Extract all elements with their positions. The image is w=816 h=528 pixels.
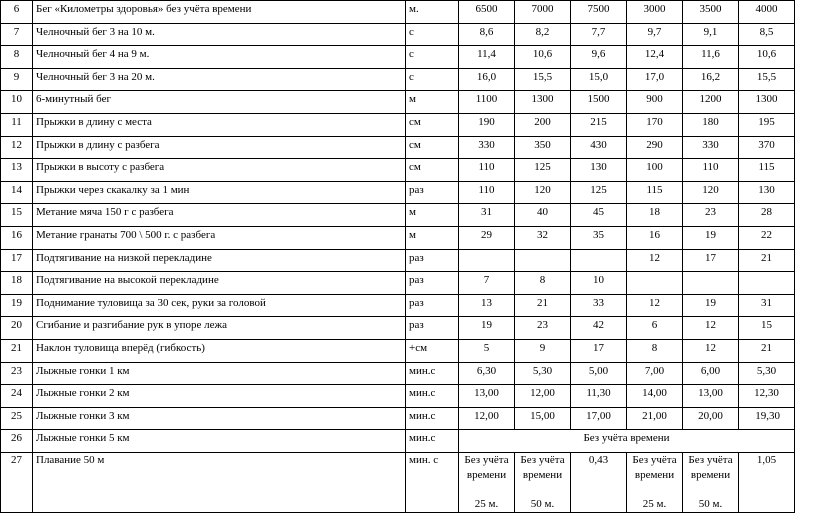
table-row: [1, 294, 795, 317]
value-cell: 12,30: [739, 385, 795, 408]
value-line: Без учёта: [520, 453, 565, 466]
value-cell: [515, 249, 571, 272]
value-cell: 12: [683, 339, 739, 362]
table-row: [1, 136, 795, 159]
value-cell: 19: [459, 317, 515, 340]
value-cell: [683, 452, 739, 512]
row-number: 7: [1, 23, 33, 46]
value-cell: 370: [739, 136, 795, 159]
exercise-name: Подтягивание на низкой перекладине: [33, 249, 406, 272]
exercise-name: Прыжки через скакалку за 1 мин: [33, 181, 406, 204]
value-cell: 130: [571, 159, 627, 182]
row-number: 20: [1, 317, 33, 340]
value-cell: 0,43: [571, 452, 627, 512]
value-cell: [627, 272, 683, 295]
unit-cell: м: [406, 226, 459, 249]
value-line: времени: [466, 468, 507, 481]
value-cell: 14,00: [627, 385, 683, 408]
unit-cell: мин.с: [406, 385, 459, 408]
value-cell: 10,6: [515, 46, 571, 69]
table-row: [1, 226, 795, 249]
row-number: 21: [1, 339, 33, 362]
value-cell: 7: [459, 272, 515, 295]
value-cell: 110: [459, 159, 515, 182]
value-cell: 5: [459, 339, 515, 362]
value-cell: 115: [739, 159, 795, 182]
value-cell: 7000: [515, 1, 571, 24]
value-line: 25 м.: [642, 497, 667, 510]
value-line: времени: [634, 468, 675, 481]
value-cell: 17,00: [571, 407, 627, 430]
value-cell: 115: [627, 181, 683, 204]
table-row: [1, 159, 795, 182]
value-cell: 900: [627, 91, 683, 114]
value-cell: 195: [739, 113, 795, 136]
unit-cell: м: [406, 204, 459, 227]
value-cell: 130: [739, 181, 795, 204]
unit-cell: с: [406, 46, 459, 69]
table-row: [1, 385, 795, 408]
value-cell: [683, 272, 739, 295]
value-cell: 120: [683, 181, 739, 204]
unit-cell: см: [406, 136, 459, 159]
row-number: 16: [1, 226, 33, 249]
value-cell: 17: [571, 339, 627, 362]
row-number: 15: [1, 204, 33, 227]
value-cell: 23: [683, 204, 739, 227]
unit-cell: см: [406, 159, 459, 182]
value-cell: 1100: [459, 91, 515, 114]
row-number: 9: [1, 68, 33, 91]
exercise-name: Плавание 50 м: [33, 452, 406, 512]
value-cell: 6,00: [683, 362, 739, 385]
value-cell: 40: [515, 204, 571, 227]
merged-value-cell: Без учёта времени: [459, 430, 795, 453]
value-cell: [459, 249, 515, 272]
row-number: 18: [1, 272, 33, 295]
value-cell: 11,30: [571, 385, 627, 408]
table-row: [1, 430, 795, 453]
unit-cell: раз: [406, 249, 459, 272]
unit-cell: +см: [406, 339, 459, 362]
value-cell: 5,30: [739, 362, 795, 385]
value-cell: 110: [459, 181, 515, 204]
unit-cell: мин.с: [406, 362, 459, 385]
unit-cell: м.: [406, 1, 459, 24]
table-row: [1, 181, 795, 204]
value-cell: 180: [683, 113, 739, 136]
row-number: 12: [1, 136, 33, 159]
value-cell: 29: [459, 226, 515, 249]
value-cell: 1300: [739, 91, 795, 114]
value-cell: 8,6: [459, 23, 515, 46]
value-cell: 290: [627, 136, 683, 159]
unit-cell: мин.с: [406, 407, 459, 430]
table-row: [1, 362, 795, 385]
value-cell: 430: [571, 136, 627, 159]
unit-cell: раз: [406, 272, 459, 295]
value-cell: 15: [739, 317, 795, 340]
value-cell: 21,00: [627, 407, 683, 430]
value-cell: 100: [627, 159, 683, 182]
row-number: 13: [1, 159, 33, 182]
table-row: [1, 317, 795, 340]
table-row: [1, 339, 795, 362]
unit-cell: с: [406, 23, 459, 46]
row-number: 8: [1, 46, 33, 69]
exercise-name: Челночный бег 4 на 9 м.: [33, 46, 406, 69]
value-cell: 8: [515, 272, 571, 295]
value-line: Без учёта: [464, 453, 509, 466]
value-cell: 15,5: [739, 68, 795, 91]
value-cell: [459, 452, 515, 512]
table-body-tail: [1, 430, 795, 513]
value-line: 50 м.: [530, 497, 555, 510]
exercise-name: Прыжки в длину с разбега: [33, 136, 406, 159]
value-line: 25 м.: [474, 497, 499, 510]
value-cell: 6: [627, 317, 683, 340]
table-row: [1, 249, 795, 272]
value-cell: 12: [627, 294, 683, 317]
exercise-name: 6-минутный бег: [33, 91, 406, 114]
value-cell: 7500: [571, 1, 627, 24]
row-number: 27: [1, 452, 33, 512]
value-line: времени: [522, 468, 563, 481]
value-cell: 9: [515, 339, 571, 362]
unit-cell: раз: [406, 181, 459, 204]
value-cell: 15,5: [515, 68, 571, 91]
value-cell: 330: [459, 136, 515, 159]
exercise-name: Прыжки в длину с места: [33, 113, 406, 136]
value-cell: 10,6: [739, 46, 795, 69]
value-cell: [739, 272, 795, 295]
value-cell: 17: [683, 249, 739, 272]
value-cell: 6,30: [459, 362, 515, 385]
table-row: [1, 113, 795, 136]
unit-cell: м: [406, 91, 459, 114]
value-cell: 31: [739, 294, 795, 317]
value-cell: 15,00: [515, 407, 571, 430]
value-cell: 20,00: [683, 407, 739, 430]
value-cell: 200: [515, 113, 571, 136]
value-line: 50 м.: [698, 497, 723, 510]
value-cell: 28: [739, 204, 795, 227]
value-cell: 1200: [683, 91, 739, 114]
value-cell: 21: [739, 249, 795, 272]
value-cell: 33: [571, 294, 627, 317]
row-number: 17: [1, 249, 33, 272]
value-cell: 170: [627, 113, 683, 136]
unit-cell: мин.с: [406, 430, 459, 453]
table-row: [1, 91, 795, 114]
value-cell: 8,2: [515, 23, 571, 46]
value-cell: 12,00: [515, 385, 571, 408]
value-cell: [627, 452, 683, 512]
value-cell: 16: [627, 226, 683, 249]
value-cell: 8,5: [739, 23, 795, 46]
exercise-name: Метание мяча 150 г с разбега: [33, 204, 406, 227]
unit-cell: раз: [406, 294, 459, 317]
exercise-name: Наклон туловища вперёд (гибкость): [33, 339, 406, 362]
value-cell: 1300: [515, 91, 571, 114]
value-line: Без учёта: [688, 453, 733, 466]
value-cell: 3500: [683, 1, 739, 24]
row-number: 19: [1, 294, 33, 317]
value-cell: 350: [515, 136, 571, 159]
value-cell: 1,05: [739, 452, 795, 512]
value-cell: 21: [739, 339, 795, 362]
value-cell: 9,1: [683, 23, 739, 46]
value-cell: 23: [515, 317, 571, 340]
value-cell: 5,00: [571, 362, 627, 385]
value-cell: 12: [627, 249, 683, 272]
table-row: [1, 452, 795, 512]
exercise-name: Подтягивание на высокой перекладине: [33, 272, 406, 295]
value-cell: 15,0: [571, 68, 627, 91]
value-cell: 16,2: [683, 68, 739, 91]
value-cell: 13,00: [459, 385, 515, 408]
value-cell: 42: [571, 317, 627, 340]
table-row: [1, 407, 795, 430]
row-number: 23: [1, 362, 33, 385]
value-cell: 125: [571, 181, 627, 204]
value-cell: 7,7: [571, 23, 627, 46]
value-cell: 1500: [571, 91, 627, 114]
row-number: 10: [1, 91, 33, 114]
exercise-name: Лыжные гонки 1 км: [33, 362, 406, 385]
value-cell: 110: [683, 159, 739, 182]
row-number: 24: [1, 385, 33, 408]
value-cell: 6500: [459, 1, 515, 24]
value-cell: 32: [515, 226, 571, 249]
value-cell: 4000: [739, 1, 795, 24]
value-cell: 3000: [627, 1, 683, 24]
value-cell: 125: [515, 159, 571, 182]
unit-cell: раз: [406, 317, 459, 340]
value-cell: 31: [459, 204, 515, 227]
value-cell: 19,30: [739, 407, 795, 430]
value-cell: 8: [627, 339, 683, 362]
unit-cell: мин. с: [406, 452, 459, 512]
value-cell: 22: [739, 226, 795, 249]
row-number: 14: [1, 181, 33, 204]
value-cell: 190: [459, 113, 515, 136]
value-cell: 9,6: [571, 46, 627, 69]
value-cell: 13,00: [683, 385, 739, 408]
value-cell: 330: [683, 136, 739, 159]
value-line: времени: [690, 468, 731, 481]
value-cell: 21: [515, 294, 571, 317]
value-cell: 120: [515, 181, 571, 204]
value-line: Без учёта: [632, 453, 677, 466]
value-cell: [571, 249, 627, 272]
value-cell: 10: [571, 272, 627, 295]
row-number: 6: [1, 1, 33, 24]
exercise-name: Поднимание туловища за 30 сек, руки за головой: [33, 294, 406, 317]
exercise-name: Сгибание и разгибание рук в упоре лежа: [33, 317, 406, 340]
value-cell: [515, 452, 571, 512]
unit-cell: см: [406, 113, 459, 136]
value-cell: 5,30: [515, 362, 571, 385]
value-cell: 17,0: [627, 68, 683, 91]
table-row: [1, 1, 795, 24]
value-cell: 12,00: [459, 407, 515, 430]
value-cell: 9,7: [627, 23, 683, 46]
value-cell: 16,0: [459, 68, 515, 91]
value-cell: 19: [683, 226, 739, 249]
value-cell: 12: [683, 317, 739, 340]
exercise-name: Прыжки в высоту с разбега: [33, 159, 406, 182]
value-cell: 13: [459, 294, 515, 317]
row-number: 25: [1, 407, 33, 430]
exercise-name: Бег «Километры здоровья» без учёта времени: [33, 1, 406, 24]
value-cell: 215: [571, 113, 627, 136]
row-number: 26: [1, 430, 33, 453]
table-row: [1, 204, 795, 227]
value-cell: 12,4: [627, 46, 683, 69]
table-row: [1, 23, 795, 46]
exercise-name: Лыжные гонки 5 км: [33, 430, 406, 453]
value-cell: 11,6: [683, 46, 739, 69]
table-row: [1, 46, 795, 69]
value-cell: 45: [571, 204, 627, 227]
table-row: [1, 272, 795, 295]
value-cell: 7,00: [627, 362, 683, 385]
exercise-name: Лыжные гонки 2 км: [33, 385, 406, 408]
table-body: [1, 1, 795, 430]
table-row: [1, 68, 795, 91]
value-cell: 11,4: [459, 46, 515, 69]
value-cell: 18: [627, 204, 683, 227]
value-cell: 19: [683, 294, 739, 317]
exercise-name: Челночный бег 3 на 10 м.: [33, 23, 406, 46]
exercise-name: Челночный бег 3 на 20 м.: [33, 68, 406, 91]
exercise-name: Лыжные гонки 3 км: [33, 407, 406, 430]
row-number: 11: [1, 113, 33, 136]
exercise-name: Метание гранаты 700 \ 500 г. с разбега: [33, 226, 406, 249]
value-cell: 35: [571, 226, 627, 249]
unit-cell: с: [406, 68, 459, 91]
